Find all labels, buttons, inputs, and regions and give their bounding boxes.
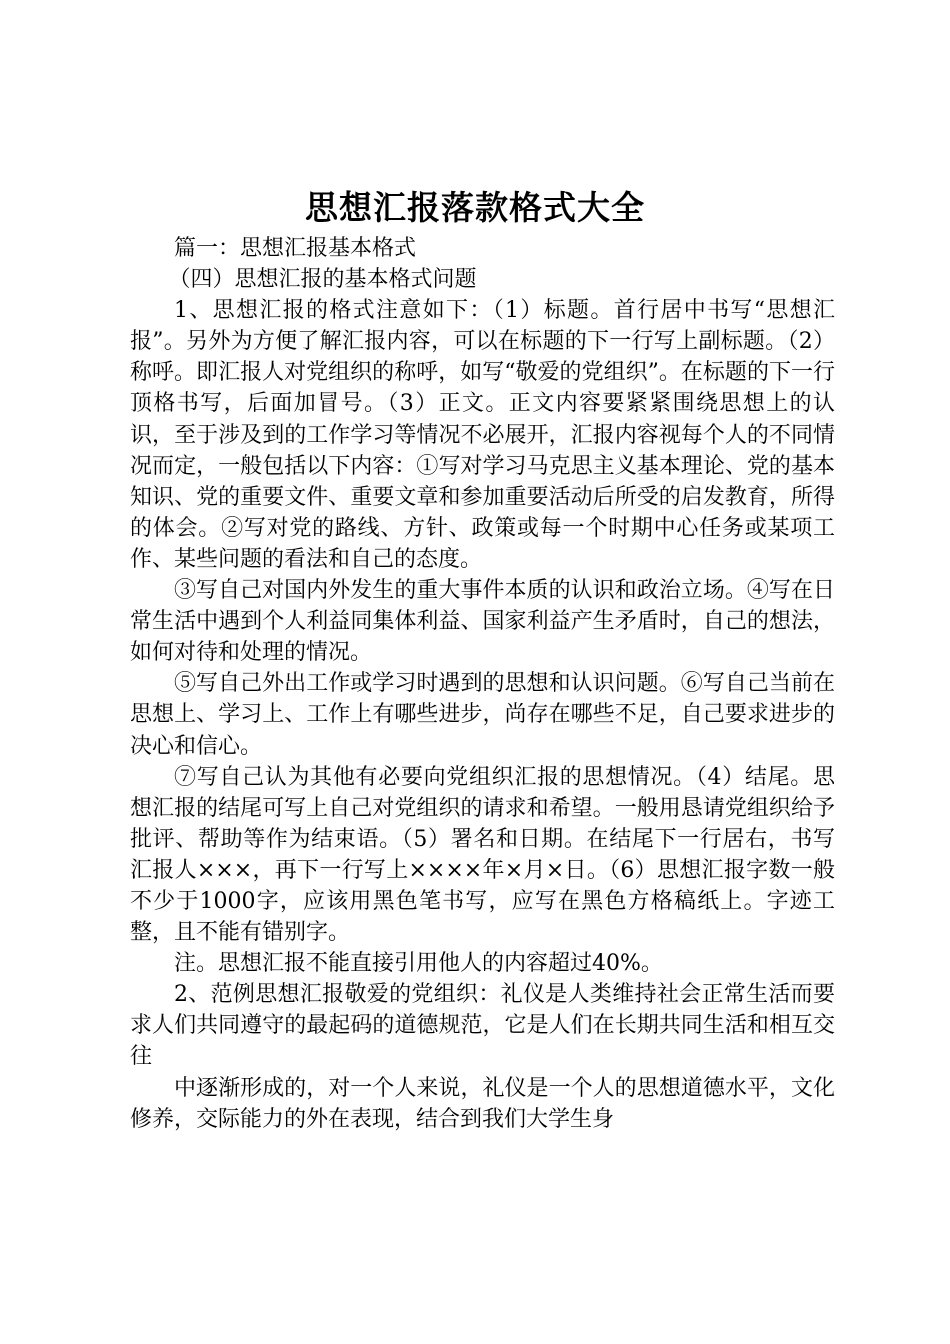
document-title: 思想汇报落款格式大全 — [305, 188, 645, 227]
paragraph-item-7-ending: ⑦写自己认为其他有必要向党组织汇报的思想情况。（4）结尾。思想汇报的结尾可写上自己对党组织的请求和希望。一般用恳请党组织给予批评、帮助等作为结束语。（5）署名和日期。在结尾下一行居右，书写汇报人×××，再下一行写上××××年×月×日。（6）思想汇报字数一般不少于1000字，应该用黑色笔书写，应写在黑色方格稿纸上。字迹工整，且不能有错别字。 — [130, 764, 835, 946]
paragraph-item-3-4: ③写自己对国内外发生的重大事件本质的认识和政治立场。④写在日常生活中遇到个人利益同集体利益、国家利益产生矛盾时，自己的想法，如何对待和处理的情况。 — [130, 578, 835, 666]
paragraph-section-heading: 篇一：思想汇报基本格式 — [174, 236, 417, 261]
paragraph-continued: 中逐渐形成的，对一个人来说，礼仪是一个人的思想道德水平，文化修养，交际能力的外在表现，结合到我们大学生身 — [130, 1075, 835, 1132]
paragraph-item-5-6: ⑤写自己外出工作或学习时遇到的思想和认识问题。⑥写自己当前在思想上、学习上、工作上有哪些进步，尚存在哪些不足，自己要求进步的决心和信心。 — [130, 671, 835, 759]
paragraph-format-notes: 1、思想汇报的格式注意如下：（1）标题。首行居中书写“思想汇报”。另外为方便了解汇报内容，可以在标题的下一行写上副标题。（2）称呼。即汇报人对党组织的称呼，如写“敬爱的党组织”。在标题的下一行顶格书写，后面加冒号。（3）正文。正文内容要紧紧围绕思想上的认识，至于涉及到的工作学习等情况不必展开，汇报内容视每个人的不同情况而定，一般包括以下内容：①写对学习马克思主义基本理论、党的基本知识、党的重要文件、重要文章和参加重要活动后所受的启发教育，所得的体会。②写对党的路线、方针、政策或每一个时期中心任务或某项工作、某些问题的看法和自己的态度。 — [130, 298, 835, 572]
paragraph-note: 注。思想汇报不能直接引用他人的内容超过40%。 — [174, 951, 663, 977]
paragraph-subheading: （四）思想汇报的基本格式问题 — [168, 267, 477, 293]
paragraph-example: 2、范例思想汇报敬爱的党组织：礼仪是人类维持社会正常生活而要求人们共同遵守的最起码的道德规范，它是人们在长期共同生活和相互交往 — [130, 982, 835, 1070]
document-body — [130, 233, 835, 1135]
